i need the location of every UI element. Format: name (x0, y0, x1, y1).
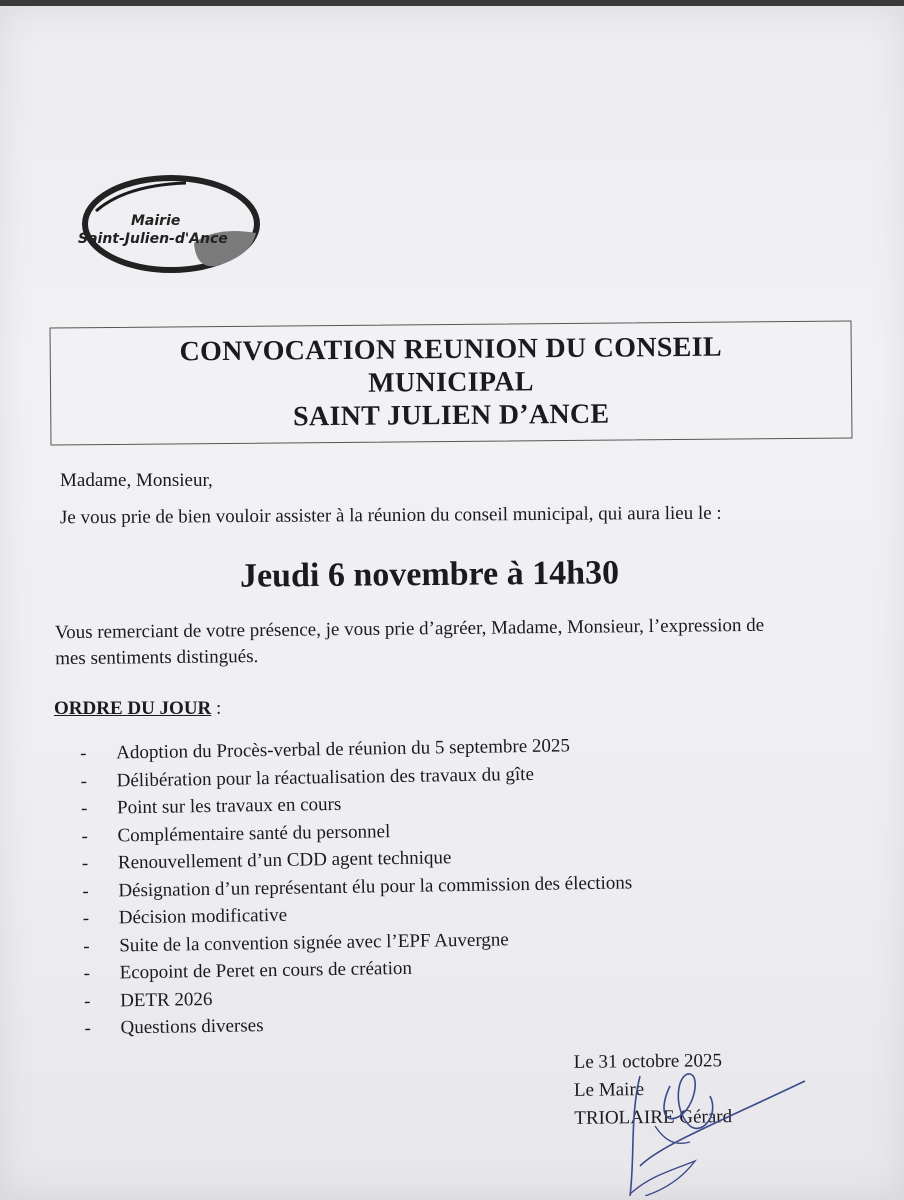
agenda-item-text: Suite de la convention signée avec l’EPF Auvergne (119, 928, 509, 956)
bullet-dash: - (80, 770, 88, 792)
agenda-heading (54, 698, 221, 720)
logo-text-commune: Saint-Julien-d'Ance (78, 231, 228, 247)
logo-text-mairie: Mairie (131, 213, 181, 229)
title-box (50, 321, 853, 446)
bullet-dash: - (84, 1017, 92, 1039)
greeting: Madame, Monsieur, (60, 470, 213, 491)
meeting-date: Jeudi 6 novembre à 14h30 (239, 554, 620, 595)
agenda-item-text: Ecopoint de Peret en cours de création (119, 957, 413, 984)
intro-paragraph: Je vous prie de bien vouloir assister à la réunion du conseil municipal, qui aura lieu le : (59, 502, 722, 529)
signature-role: Le Maire (573, 1079, 645, 1101)
bullet-dash: - (80, 797, 88, 819)
title-line-1: CONVOCATION REUNION DU CONSEIL (179, 331, 722, 368)
bullet-dash: - (83, 935, 90, 957)
bullet-dash: - (81, 852, 89, 874)
agenda-item-text: DETR 2026 (119, 988, 213, 1011)
paper-sheet (0, 6, 904, 1200)
agenda-heading-colon: : (211, 698, 222, 719)
agenda-item-text: Point sur les travaux en cours (116, 793, 342, 819)
handwritten-signature-icon (600, 1046, 820, 1196)
signature-name: TRIOLAIRE Gérard (574, 1106, 733, 1129)
agenda-item-text: Renouvellement d’un CDD agent technique (117, 847, 452, 874)
agenda-item-text: Adoption du Procès-verbal de réunion du 5 septembre 2025 (116, 735, 571, 764)
agenda-item-text: Questions diverses (120, 1015, 264, 1039)
agenda-item-text: Délibération pour la réactualisation des travaux du gîte (116, 763, 535, 791)
agenda-heading-label: ORDRE DU JOUR (54, 698, 212, 719)
closing-line-2: mes sentiments distingués. (55, 646, 259, 670)
agenda-list (80, 729, 785, 1042)
bullet-dash: - (83, 962, 91, 984)
agenda-item-text: Complémentaire santé du personnel (117, 820, 391, 846)
agenda-item-text: Désignation d’un représentant élu pour la commission des élections (118, 871, 633, 901)
bullet-dash: - (81, 825, 89, 847)
closing-paragraph (55, 612, 856, 672)
bullet-dash: - (82, 907, 90, 929)
bullet-dash: - (83, 990, 91, 1012)
title-line-3: SAINT JULIEN D’ANCE (292, 398, 610, 433)
signature-date: Le 31 octobre 2025 (573, 1050, 723, 1073)
bullet-dash: - (82, 880, 89, 902)
agenda-item-text: Décision modificative (118, 904, 288, 929)
title-line-2: MUNICIPAL (368, 366, 534, 399)
closing-line-1: Vous remerciant de votre présence, je vous prie d’agréer, Madame, Monsieur, l’expression de (54, 614, 765, 644)
mairie-logo (76, 171, 266, 281)
bullet-dash: - (80, 742, 87, 764)
